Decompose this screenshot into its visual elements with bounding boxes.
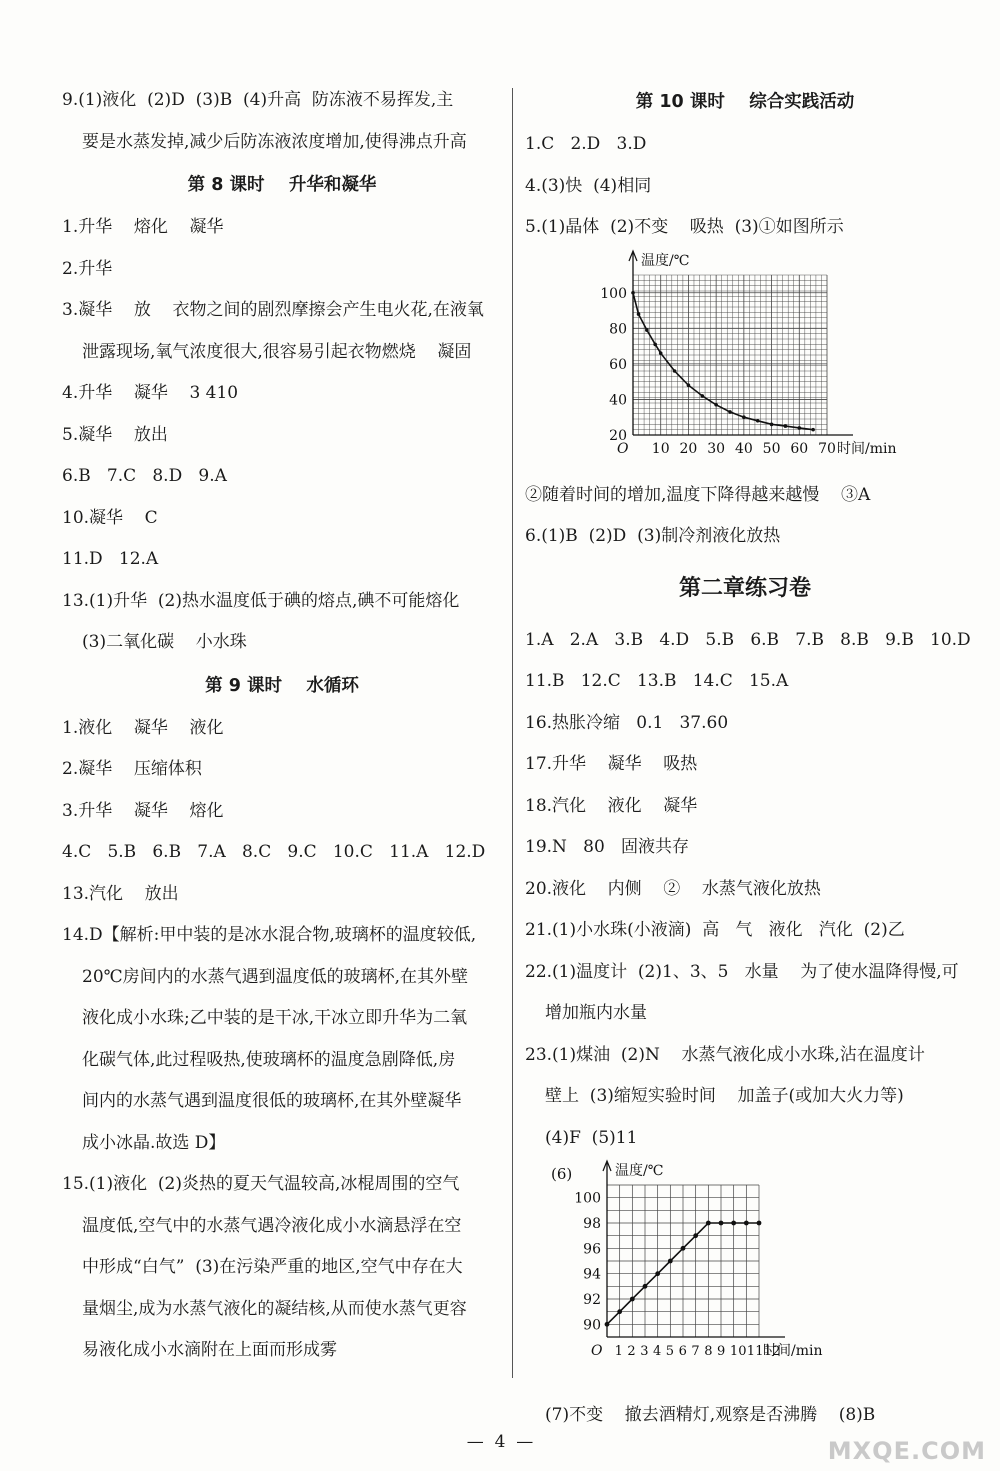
answer-line: 中形成“白气” (3)在污染严重的地区,空气中存在大	[82, 1257, 463, 1277]
data-point	[706, 1221, 711, 1226]
chart-grid	[607, 1185, 759, 1337]
y-tick-label: 92	[583, 1292, 601, 1308]
data-point	[643, 1284, 648, 1289]
answer-line: 13.(1)升华 (2)热水温度低于碘的熔点,碘不可能熔化	[62, 590, 460, 611]
data-point	[653, 342, 657, 346]
x-tick-label: 70	[818, 440, 836, 457]
data-point	[728, 410, 732, 414]
data-point	[731, 1221, 736, 1226]
y-tick-label: 40	[609, 391, 627, 408]
answer-line: 21.(1)小水珠(小液滴) 高 气 液化 汽化 (2)乙	[525, 920, 905, 940]
x-tick-labels: 1 2 3 4 5 6 7 8 9 101112	[614, 1344, 781, 1359]
answer-line: 11.B 12.C 13.B 14.C 15.A	[525, 671, 789, 691]
answer-line: 10.凝华 C	[62, 507, 158, 528]
data-point	[797, 426, 801, 430]
answer-line: 3.升华 凝华 熔化	[62, 800, 224, 821]
data-point	[681, 1246, 686, 1251]
y-tick-label: 90	[583, 1317, 601, 1334]
answer-line: 20℃房间内的水蒸气遇到温度低的玻璃杯,在其外壁	[82, 966, 469, 987]
y-tick-label: 94	[583, 1266, 601, 1283]
data-point	[811, 427, 815, 431]
origin-label: O	[591, 1343, 603, 1359]
answer-line: 17.升华 凝华 吸热	[525, 754, 698, 774]
data-point	[770, 422, 774, 426]
answer-line: ②随着时间的增加,温度下降得越来越慢 ③A	[525, 484, 871, 505]
data-point	[742, 415, 746, 419]
answer-line: 化碳气体,此过程吸热,使玻璃杯的温度急剧降低,房	[82, 1049, 456, 1070]
data-point	[687, 383, 691, 387]
y-tick-label: 100	[574, 1190, 601, 1207]
x-tick-label: 40	[734, 440, 753, 457]
answer-line: 4.(3)快 (4)相同	[525, 175, 652, 196]
data-point	[668, 1259, 673, 1264]
answer-line: 13.汽化 放出	[62, 883, 179, 904]
answer-line: (4)F (5)11	[545, 1127, 638, 1148]
answer-line: 3.凝华 放 衣物之间的剧烈摩擦会产生电火花,在液氧	[62, 300, 484, 320]
data-point	[659, 351, 663, 355]
answer-line: 成小冰晶.故选 D】	[82, 1132, 226, 1153]
answer-line: (3)二氧化碳 小水珠	[82, 632, 247, 652]
answer-line: 15.(1)液化 (2)炎热的夏天气温较高,冰棍周围的空气	[62, 1174, 460, 1194]
answer-line: (7)不变 撤去酒精灯,观察是否沸腾 (8)B	[545, 1405, 876, 1425]
section-heading: 第 9 课时 水循环	[205, 675, 359, 696]
answer-line: 1.液化 凝华 液化	[62, 717, 224, 738]
x-tick-label: 20	[679, 440, 698, 457]
data-point	[655, 1271, 660, 1276]
answer-line: 5.凝华 放出	[62, 424, 168, 445]
data-point	[631, 290, 635, 294]
answer-line: 14.D【解析:甲中装的是冰水混合物,玻璃杯的温度较低,	[62, 925, 477, 945]
data-point	[617, 1309, 622, 1314]
answer-line: 16.热胀冷缩 0.1 37.60	[525, 712, 729, 733]
x-axis-label: 时间/min	[763, 1343, 823, 1359]
watermark-logo: MXQE.COM	[827, 1437, 986, 1465]
x-axis-label: 时间/min	[837, 440, 897, 457]
data-point	[756, 418, 760, 422]
answer-line: 6.(1)B (2)D (3)制冷剂液化放热	[525, 526, 781, 546]
answer-line: 间内的水蒸气遇到温度很低的玻璃杯,在其外壁凝华	[82, 1091, 462, 1111]
answer-line: 19.N 80 固液共存	[525, 837, 689, 857]
answer-line: 2.升华	[62, 258, 113, 279]
x-tick-label: 60	[790, 440, 809, 457]
x-tick-label: 10	[651, 440, 670, 457]
x-tick-label: 50	[762, 440, 781, 457]
answer-line: 1.升华 熔化 凝华	[62, 217, 224, 237]
section-heading: 第 10 课时 综合实践活动	[635, 92, 855, 112]
data-point	[605, 1322, 610, 1327]
answer-line: 5.(1)晶体 (2)不变 吸热 (3)①如图所示	[525, 217, 844, 237]
y-tick-label: 60	[609, 356, 627, 373]
chart-0	[525, 249, 965, 475]
answer-line: 20.液化 内侧 ② 水蒸气液化放热	[525, 878, 821, 899]
series-line	[633, 292, 813, 429]
answer-line: 9.(1)液化 (2)D (3)B (4)升高 防冻液不易挥发,主	[62, 90, 454, 110]
origin-label: O	[617, 440, 629, 457]
y-tick-label: 80	[609, 320, 627, 337]
answer-line: 量烟尘,成为水蒸气液化的凝结核,从而使水蒸气更容	[82, 1298, 467, 1319]
answer-line: 1.A 2.A 3.B 4.D 5.B 6.B 7.B 8.B 9.B 10.D	[525, 629, 971, 650]
data-point	[637, 312, 641, 316]
answer-line: 增加瓶内水量	[545, 1003, 647, 1023]
y-tick-label: 20	[609, 427, 627, 444]
chart-prefix-label: (6)	[551, 1165, 573, 1183]
answer-line: 泄露现场,氧气浓度很大,很容易引起衣物燃烧 凝固	[82, 341, 472, 362]
data-point	[673, 369, 677, 373]
page-number: — 4 —	[466, 1432, 534, 1452]
x-tick-label: 30	[707, 440, 726, 457]
answer-line: 22.(1)温度计 (2)1、3、5 水量 为了使水温降得慢,可	[525, 961, 959, 982]
data-point	[693, 1233, 698, 1238]
data-point	[714, 402, 718, 406]
data-point	[744, 1221, 749, 1226]
answer-line: 1.C 2.D 3.D	[525, 134, 647, 154]
answer-line: 11.D 12.A	[62, 549, 159, 569]
data-point	[719, 1221, 724, 1226]
y-axis-label: 温度/℃	[641, 252, 690, 269]
right-column	[525, 80, 971, 1437]
answer-line: 18.汽化 液化 凝华	[525, 795, 698, 816]
answer-line: 2.凝华 压缩体积	[62, 759, 202, 779]
answer-line: 4.C 5.B 6.B 7.A 8.C 9.C 10.C 11.A 12.D	[62, 842, 486, 862]
answer-line: 23.(1)煤油 (2)N 水蒸气液化成小水珠,沾在温度计	[525, 1044, 925, 1065]
chapter-title: 第二章练习卷	[678, 575, 811, 601]
chart-1	[525, 1159, 965, 1395]
data-point	[784, 424, 788, 428]
answer-line: 壁上 (3)缩短实验时间 加盖子(或加大火力等)	[545, 1086, 904, 1106]
answer-line: 易液化成小水滴附在上面而形成雾	[82, 1340, 337, 1360]
answer-line: 要是水蒸发掉,减少后防冻液浓度增加,使得沸点升高	[82, 131, 467, 152]
y-tick-label: 100	[600, 285, 627, 302]
answer-line: 6.B 7.C 8.D 9.A	[62, 466, 227, 486]
answer-line: 4.升华 凝华 3 410	[62, 383, 239, 403]
data-point	[630, 1297, 635, 1302]
y-tick-label: 96	[583, 1241, 601, 1258]
answer-line: 温度低,空气中的水蒸气遇冷液化成小水滴悬浮在空	[82, 1215, 462, 1236]
data-point	[700, 394, 704, 398]
data-point	[645, 328, 649, 332]
y-tick-label: 98	[583, 1216, 601, 1232]
left-column	[62, 80, 502, 1372]
section-heading: 第 8 课时 升华和凝华	[187, 175, 377, 195]
answer-line: 液化成小水珠;乙中装的是干冰,干冰立即升华为二氧	[82, 1008, 468, 1028]
y-axis-label: 温度/℃	[615, 1163, 664, 1179]
data-point	[757, 1221, 762, 1226]
column-divider	[512, 88, 513, 1378]
